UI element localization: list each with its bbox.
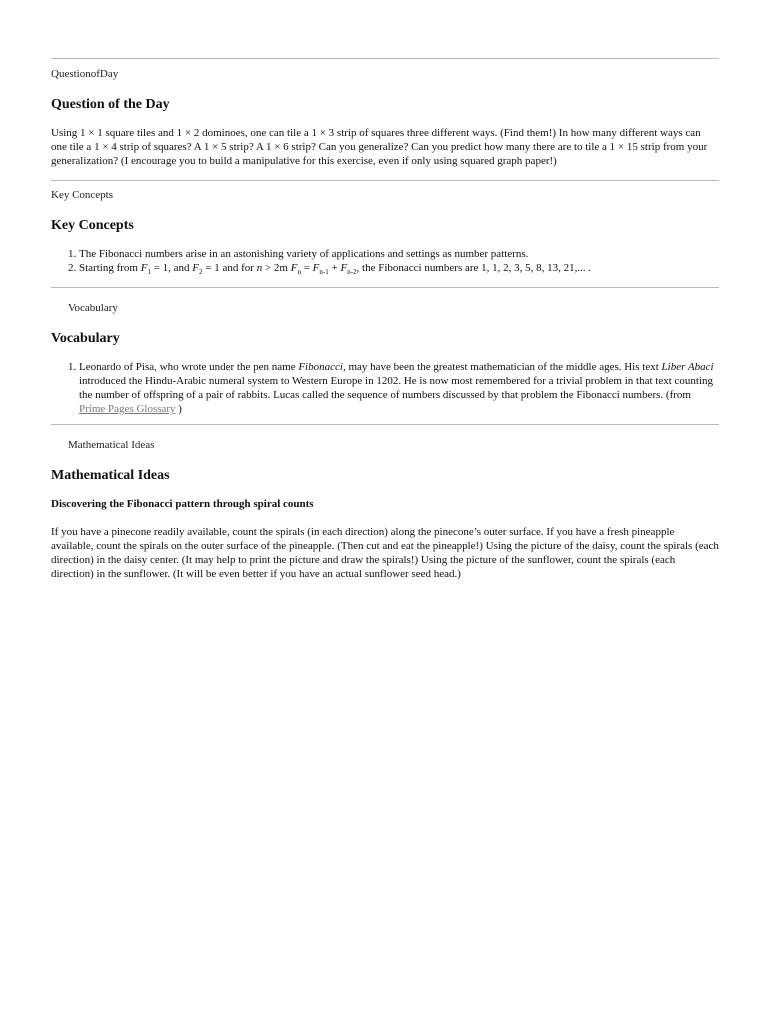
list-item — [79, 261, 719, 275]
formula-subscript: n-1 — [319, 268, 329, 277]
section-title-qotd: Question of the Day — [51, 97, 170, 112]
formula-text: Starting from — [79, 262, 141, 274]
formula-var: F — [340, 262, 348, 274]
formula-text: , the Fibonacci numbers are 1, 1, 2, 3, 5, 8, 13, 21,... . — [356, 262, 592, 274]
list-item — [79, 247, 719, 261]
formula-text: = 1, and — [150, 262, 193, 274]
vocabulary-list — [51, 360, 719, 416]
section-label-vocabulary: Vocabulary — [68, 302, 118, 314]
vocab-text: ) — [175, 403, 182, 415]
formula-var: F — [192, 262, 200, 274]
formula-text: > 2m — [262, 262, 291, 274]
formula-text: + — [328, 262, 341, 274]
formula-subscript: n-2 — [347, 268, 357, 277]
formula-subscript: n — [297, 268, 301, 277]
math-ideas-text: If you have a pinecone readily available, count the spirals (in each direction) along the pinecone’s outer surface. If you have a fresh pineapple available, count the spirals on the outer surface of the pineapple. (Then cut and eat the pineapple!) Using the picture of the daisy, count the spirals (each direction) in the daisy center. (It may help to print the picture and draw the spirals!) Using the picture of the sunflower, count the spirals (each direction) in the sunflower. (It will be even better if you have an actual sunflower seed head.) — [51, 526, 719, 580]
section-title-key-concepts: Key Concepts — [51, 218, 134, 233]
section-title-math-ideas: Mathematical Ideas — [51, 468, 170, 483]
formula-text: = 1 and for — [202, 262, 257, 274]
list-item — [79, 360, 719, 416]
vocab-text: , may have been the greatest mathematician of the middle ages. His text — [342, 361, 662, 373]
formula-var: F — [290, 262, 298, 274]
formula-subscript: 1 — [147, 268, 151, 277]
prime-pages-glossary-link[interactable]: Prime Pages Glossary — [79, 403, 176, 415]
section-label-math-ideas: Mathematical Ideas — [68, 439, 155, 451]
vocab-text: introduced the Hindu-Arabic numeral system to Western Europe in 1202. He is now most remembered for a trivial problem in that text counting the number of offspring of a pair of rabbits. Lucas called the sequence of numbers discussed by that problem the Fibonacci numbers. (from — [79, 375, 714, 401]
vocab-text: Leonardo of Pisa, who wrote under the pen name — [79, 361, 299, 373]
section-label-qotd: QuestionofDay — [51, 68, 119, 80]
list-item-text: The Fibonacci numbers arise in an astonishing variety of applications and settings as number patterns. — [79, 248, 529, 260]
key-concepts-list — [51, 247, 719, 275]
formula-var: F — [312, 262, 320, 274]
formula-text: = — [300, 262, 313, 274]
section-label-key-concepts: Key Concepts — [51, 189, 114, 201]
document-page — [51, 58, 719, 581]
qotd-text: Using 1 × 1 square tiles and 1 × 2 dominoes, one can tile a 1 × 3 strip of squares three different ways. (Find them!) In how many different ways can one tile a 1 × 4 strip of squares? A 1 × 5 strip? A 1 × 6 strip? Can you generalize? Can you predict how many there are to tile a 1 × 15 strip from your generalization? (I encourage you to build a manipulative for this exercise, even if only using squared graph paper!) — [51, 127, 708, 167]
formula-var: F — [140, 262, 148, 274]
formula-subscript: 2 — [199, 268, 203, 277]
formula-var: n — [256, 262, 263, 274]
vocab-term: Fibonacci — [298, 361, 343, 373]
vocab-term: Liber Abaci — [661, 361, 714, 373]
section-title-vocabulary: Vocabulary — [51, 331, 120, 346]
math-ideas-subhead: Discovering the Fibonacci pattern through spiral counts — [51, 498, 314, 510]
